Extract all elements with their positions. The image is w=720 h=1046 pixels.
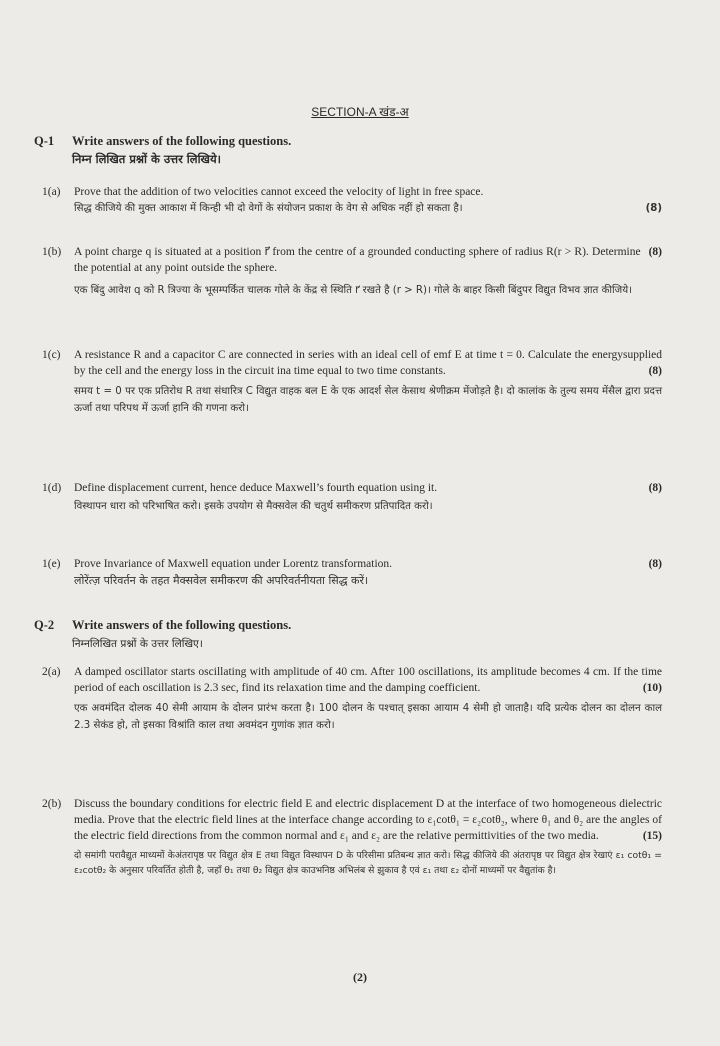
question-2b: [42, 796, 662, 878]
question-2a: [42, 664, 662, 734]
part-text-hindi: लोरेंत्ज़ परिवर्तन के तहत मैक्सवेल समीकरण की अपरिवर्तनीयता सिद्ध करें।: [74, 574, 369, 587]
part-text-hindi: सिद्ध कीजिये की मुक्त आकाश में किन्ही भी दो वेगों के संयोजन प्रकाश के वेग से अधिक नहीं हो सकता है।: [74, 203, 463, 214]
part-text-hindi: एक बिंदु आवेश q को R त्रिज्या के भूसम्पर्कित चालक गोले के केंद्र से स्थिति r⃗ रखते है (r > R)। गोले के बाहर किसी बिंदुपर विद्युत विभव ज्ञात कीजिये।: [74, 285, 632, 296]
part-text: Define displacement current, hence deduce Maxwell’s fourth equation using it.: [74, 482, 438, 494]
part-label: 1(e): [42, 558, 61, 570]
part-text: A damped oscillator starts oscillating with amplitude of 40 cm. After 100 oscillations, its amplitude becomes 4 cm. If the time period of each oscillation is 2.3 sec, find its relaxation time and the damping coefficient.: [74, 666, 662, 694]
part-text-hindi: समय t = 0 पर एक प्रतिरोध R तथा संधारित्र C विद्युत वाहक बल E के एक आदर्श सेल केसाथ श्रेणीक्रम मेंजोड़ते है। दो कालांक के तुल्य समय मेंसैल द्वारा प्रदत्त ऊर्जा तथा परिपथ में ऊर्जा हानि की गणना करो।: [74, 386, 662, 414]
part-text: A resistance R and a capacitor C are connected in series with an ideal cell of emf E at time t = 0. Calculate the energysupplied by the cell and the energy loss in the circuit ina time equal to two time constants.: [74, 349, 662, 377]
part-text-hindi: विस्थापन धारा को परिभाषित करो। इसके उपयोग से मैक्सवेल की चतुर्थ समीकरण प्रतिपादित करो।: [74, 501, 433, 512]
marks: (8): [645, 203, 662, 214]
section-title: SECTION-A खंड-अ: [311, 105, 409, 119]
question-1a: [42, 184, 662, 217]
part-text-hindi: एक अवमंदित दोलक 40 सेमी आयाम के दोलन प्रारंभ करता है। 100 दोलन के पश्चात् इसका आयाम 4 सेमी हो जाताहै। यदि प्रत्येक दोलन का दोलन काल 2.3 सेकंड हो, तो इसका विश्रांति काल तथा अवमंदन गुणांक ज्ञात करो।: [74, 703, 662, 731]
marks: (8): [648, 558, 662, 570]
question-number: Q-2: [34, 618, 55, 632]
part-label: 2(a): [42, 666, 61, 678]
question-1c: [42, 347, 662, 417]
question-1d: [42, 480, 662, 515]
part-label: 1(c): [42, 349, 61, 361]
question-1-heading-hindi: निम्न लिखित प्रश्नों के उत्तर लिखिये।: [72, 152, 221, 166]
part-text: Prove Invariance of Maxwell equation under Lorentz transformation.: [74, 558, 393, 570]
marks: (10): [642, 682, 662, 694]
part-label: 2(b): [42, 798, 62, 810]
question-number: Q-1: [34, 134, 55, 148]
part-label: 1(d): [42, 482, 62, 494]
question-heading-text: Write answers of the following questions.: [72, 618, 292, 632]
question-2-heading: [34, 618, 291, 633]
marks: (15): [642, 830, 662, 842]
marks: (8): [648, 482, 662, 494]
marks: (8): [648, 246, 662, 258]
question-1-heading: [34, 134, 291, 149]
page-number: (2): [353, 970, 367, 984]
part-text: Prove that the addition of two velocities cannot exceed the velocity of light in free space.: [74, 186, 484, 198]
question-heading-text: Write answers of the following questions.: [72, 134, 292, 148]
part-label: 1(a): [42, 186, 61, 198]
part-text: Discuss the boundary conditions for electric field E and electric displacement D at the interface of two homogeneous dielectric media. Prove that the electric field lines at the interface change according to ε₁cotθ₁ = ε₂cotθ₂, where θ₁ and θ₂ are the angles of the electric field directions from the common normal and ε₁ and ε₂ are the relative permittivities of the two media.: [74, 798, 662, 842]
question-2-heading-hindi: निम्नलिखित प्रश्नों के उत्तर लिखिए।: [72, 638, 203, 650]
part-label: 1(b): [42, 246, 62, 258]
part-text: A point charge q is situated at a position r⃗ from the centre of a grounded conducting sphere of radius R(r > R). Determine the potential at any point outside the sphere.: [74, 246, 641, 274]
question-1b: [42, 244, 662, 299]
part-text-hindi: दो समांगी परावैद्युत माध्यमों केअंतरापृष्ठ पर विद्युत क्षेत्र E तथा विद्युत विस्थापन D के परिसीमा प्रतिबन्ध ज्ञात करो। सिद्ध कीजिये की अंतरापृष्ठ पर विद्युत क्षेत्र रेखाएं ε₁ cotθ₁ = ε₂cotθ₂ के अनुसार परिवर्तित होती है, जहाँ θ₁ तथा θ₂ विद्युत क्षेत्र काउभनिष्ठ अभिलंब से झुकाव है एवं ε₁ तथा ε₂ दोनों माध्यमों पर वैद्युतांक है।: [74, 850, 662, 876]
question-1e: [42, 556, 662, 589]
marks: (8): [648, 365, 662, 377]
